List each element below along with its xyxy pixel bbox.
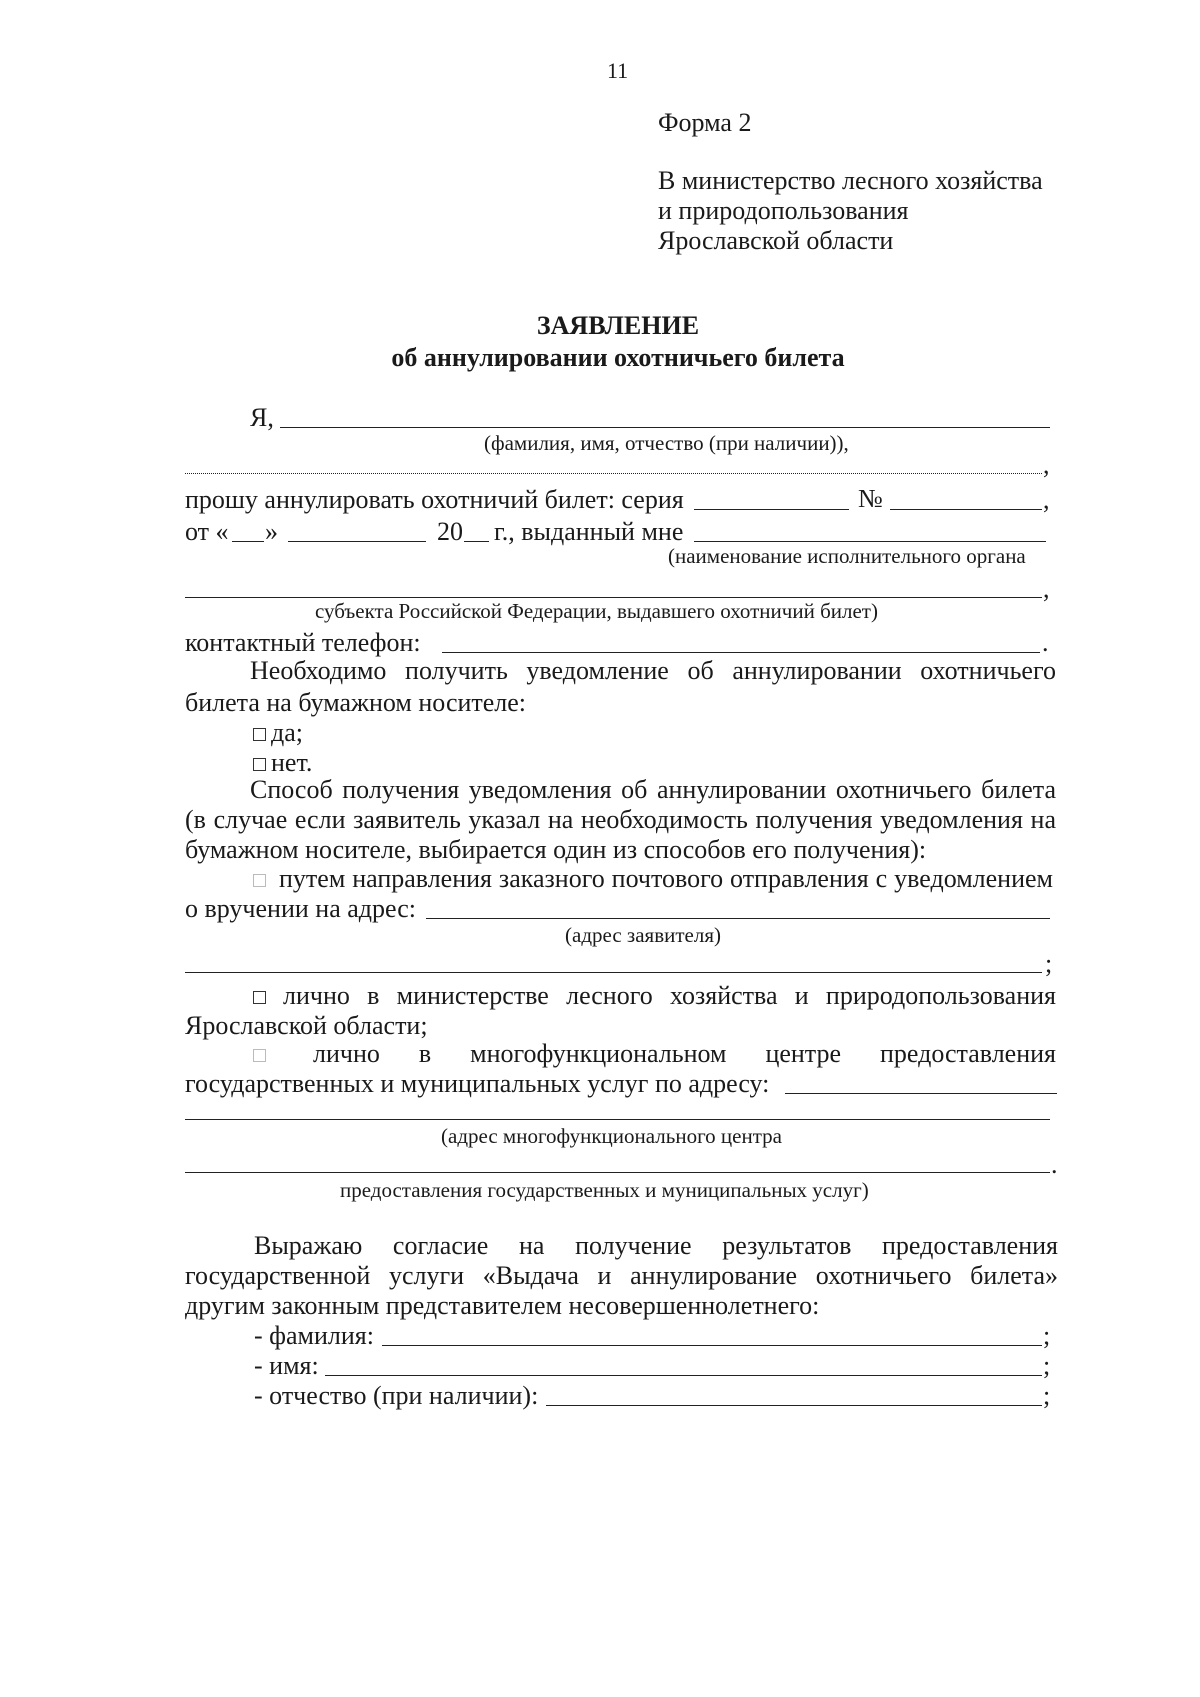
authority-hint-2: субъекта Российской Федерации, выдавшего охотничий билет) [315, 599, 878, 623]
date-from-label: от « [185, 517, 229, 546]
mfc-option-line-2: государственных и муниципальных услуг по адресу: [185, 1069, 770, 1098]
applicant-prefix: Я, [250, 403, 274, 432]
consent-line-3: другим законным представителем несовершеннолетнего: [185, 1291, 820, 1320]
mfc-address-continuation-field[interactable] [185, 1119, 1050, 1120]
mfc-hint-1: (адрес многофункционального центра [441, 1124, 782, 1148]
number-sign: № [858, 484, 883, 513]
phone-field[interactable] [442, 652, 1040, 653]
patronymic-field[interactable] [546, 1405, 1042, 1406]
phone-label: контактный телефон: [185, 628, 421, 657]
mfc-end: . [1051, 1150, 1058, 1179]
applicant-comma: , [1043, 450, 1050, 479]
phone-end: . [1042, 628, 1049, 657]
page-number: 11 [607, 58, 629, 83]
delivery-line-3: бумажном носителе, выбирается один из способов его получения): [185, 835, 927, 864]
date-close-quote: » [265, 517, 278, 546]
checkbox-mfc[interactable] [253, 1049, 266, 1062]
issuer-field[interactable] [694, 541, 1046, 542]
mfc-hint-2: предоставления государственных и муниципальных услуг) [340, 1178, 869, 1202]
year-field[interactable] [464, 541, 489, 542]
issuer-continuation-field[interactable] [185, 597, 1042, 598]
patronymic-label: - отчество (при наличии): [254, 1381, 539, 1410]
mfc-address-continuation-field-2[interactable] [185, 1172, 1050, 1173]
patronymic-end: ; [1043, 1381, 1051, 1410]
surname-label: - фамилия: [254, 1321, 374, 1350]
mail-option-line-1: путем направления заказного почтового отправления с уведомлением [279, 864, 1053, 893]
applicant-name-field[interactable] [280, 427, 1050, 428]
year-prefix: 20 [437, 517, 463, 546]
delivery-line-2: (в случае если заявитель указал на необходимость получения уведомления на [185, 805, 1056, 834]
ministry-option-line-1: лично в министерстве лесного хозяйства и природопользования [283, 981, 1056, 1010]
checkbox-mail[interactable] [253, 874, 266, 887]
mfc-option-line-1: лично в многофункциональном центре предоставления [313, 1039, 1056, 1068]
surname-field[interactable] [382, 1345, 1042, 1346]
mfc-address-field[interactable] [785, 1093, 1057, 1094]
paper-notice-line-1: Необходимо получить уведомление об аннулировании охотничьего [250, 656, 1056, 685]
delivery-line-1: Способ получения уведомления об аннулировании охотничьего билета [250, 775, 1056, 804]
address-end: ; [1045, 949, 1053, 978]
applicant-address-field[interactable] [426, 918, 1050, 919]
number-field[interactable] [890, 509, 1042, 510]
paper-notice-line-2: билета на бумажном носителе: [185, 688, 527, 717]
document-subtitle: об аннулировании охотничьего билета [391, 343, 845, 372]
checkbox-ministry[interactable] [253, 991, 266, 1004]
applicant-name-hint: (фамилия, имя, отчество (при наличии)), [484, 431, 849, 455]
ministry-option-line-2: Ярославской области; [185, 1011, 428, 1040]
mail-option-line-2: о вручении на адрес: [185, 894, 416, 923]
day-field[interactable] [232, 541, 264, 542]
option-no-label: нет. [271, 748, 313, 777]
consent-line-1: Выражаю согласие на получение результатов предоставления [254, 1231, 1058, 1260]
series-field[interactable] [694, 509, 849, 510]
given-name-end: ; [1043, 1351, 1051, 1380]
applicant-address-hint: (адрес заявителя) [565, 923, 721, 947]
applicant-address-continuation-field[interactable] [185, 972, 1042, 973]
consent-line-2: государственной услуги «Выдача и аннулирование охотничьего билета» [185, 1261, 1058, 1290]
given-name-field[interactable] [325, 1375, 1042, 1376]
form-label: Форма 2 [658, 108, 752, 137]
addressee-line-3: Ярославской области [658, 226, 894, 255]
authority-hint-1: (наименование исполнительного органа [668, 544, 1026, 568]
option-yes-label: да; [271, 718, 303, 747]
checkbox-no[interactable] [253, 758, 266, 771]
addressee-line-1: В министерство лесного хозяйства [658, 166, 1043, 195]
checkbox-yes[interactable] [253, 728, 266, 741]
document-title: ЗАЯВЛЕНИЕ [536, 311, 700, 340]
addressee-line-2: и природопользования [658, 196, 909, 225]
issued-by-label: г., выданный мне [494, 517, 684, 546]
month-field[interactable] [288, 541, 426, 542]
given-name-label: - имя: [254, 1351, 319, 1380]
request-text: прошу аннулировать охотничий билет: серия [185, 485, 684, 514]
surname-end: ; [1043, 1321, 1051, 1350]
request-comma: , [1043, 485, 1050, 514]
applicant-name-continuation-field[interactable] [185, 473, 1042, 474]
authority-comma: , [1043, 574, 1050, 603]
